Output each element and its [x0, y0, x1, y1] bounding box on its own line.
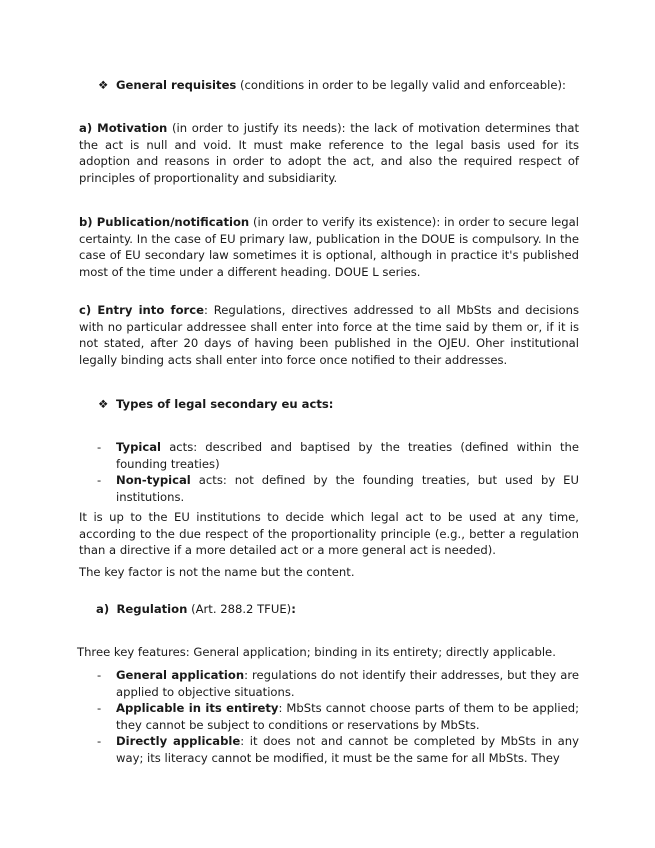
key-factor-paragraph: The key factor is not the name but the content.	[79, 565, 355, 579]
publication-text: (in order to verify its existence): in order to secure legal certainty. In the case of EU primary law, publication in the DOUE is compulsory. In the case of EU secondary law sometimes it is optional, although in practice it's published most of the time under a different heading. DOUE L series.	[79, 215, 579, 279]
dash-bullet-icon: -	[97, 440, 102, 454]
motivation-label: a) Motivation	[79, 121, 168, 135]
list-item	[97, 733, 579, 766]
dash-bullet-icon: -	[97, 668, 102, 682]
list-item	[97, 700, 579, 733]
regulation-heading	[96, 601, 296, 618]
diamond-bullet-icon: ❖	[98, 78, 109, 92]
entry-into-force-label: c) Entry into force	[79, 303, 204, 317]
regulation-ref: (Art. 288.2 TFUE)	[187, 602, 292, 616]
list-item	[97, 667, 579, 700]
publication-label: b) Publication/notification	[79, 215, 250, 229]
motivation-paragraph	[79, 120, 579, 186]
motivation-text: (in order to justify its needs): the lack of motivation determines that the act is null and void. It must make reference to the legal basis used for its adoption and reasons in order to adopt the act, and also the required respect of principles of proportionality and subsidiarity.	[79, 121, 579, 185]
list-item-text: : it does not and cannot be completed by MbSts in any way; its literacy cannot be modified, it must be the same for all MbSts. They	[116, 734, 579, 765]
institutions-paragraph: It is up to the EU institutions to decide which legal act to be used at any time, according to the due respect of the proportionality principle (e.g., better a regulation than a directive if a more detailed act or a more general act is needed).	[79, 510, 579, 557]
general-requisites-rest: (conditions in order to be legally valid and enforceable):	[236, 78, 566, 92]
list-item-text: acts: described and baptised by the treaties (defined within the founding treaties)	[116, 440, 579, 471]
regulation-features-list	[97, 667, 579, 766]
types-heading	[98, 396, 333, 413]
diamond-bullet-icon: ❖	[98, 397, 109, 411]
dash-bullet-icon: -	[97, 473, 102, 487]
regulation-intro: Three key features: General application; binding in its entirety; directly applicable.	[77, 645, 556, 659]
dash-bullet-icon: -	[97, 734, 102, 748]
list-item-text: : regulations do not identify their addresses, but they are applied to objective situations.	[116, 668, 579, 699]
regulation-letter: a)	[96, 602, 110, 616]
list-item-label: General application	[116, 668, 245, 682]
dash-bullet-icon: -	[97, 701, 102, 715]
general-requisites-heading	[98, 77, 566, 94]
general-requisites-title: General requisites	[116, 78, 237, 92]
list-item-text: acts: not defined by the founding treaties, but used by EU institutions.	[116, 473, 579, 504]
list-item-label: Applicable in its entirety	[116, 701, 279, 715]
list-item-label: Typical	[116, 440, 162, 454]
entry-into-force-paragraph	[79, 302, 579, 368]
list-item-label: Directly applicable	[116, 734, 241, 748]
list-item	[97, 439, 579, 472]
list-item-text: : MbSts cannot choose parts of them to be applied; they cannot be subject to conditions or reservations by MbSts.	[116, 701, 579, 732]
types-title: Types of legal secondary eu acts:	[116, 397, 334, 411]
types-list	[97, 439, 579, 505]
list-item-label: Non-typical	[116, 473, 191, 487]
entry-into-force-text: : Regulations, directives addressed to all MbSts and decisions with no particular addressee shall enter into force at the time said by them or, if it is not stated, after 20 days of having been published in the OJEU. Oher institutional legally binding acts shall enter into force once notified to their addresses.	[79, 303, 579, 367]
list-item	[97, 472, 579, 505]
regulation-colon: :	[291, 602, 296, 616]
publication-paragraph	[79, 214, 579, 280]
regulation-title: Regulation	[116, 602, 188, 616]
